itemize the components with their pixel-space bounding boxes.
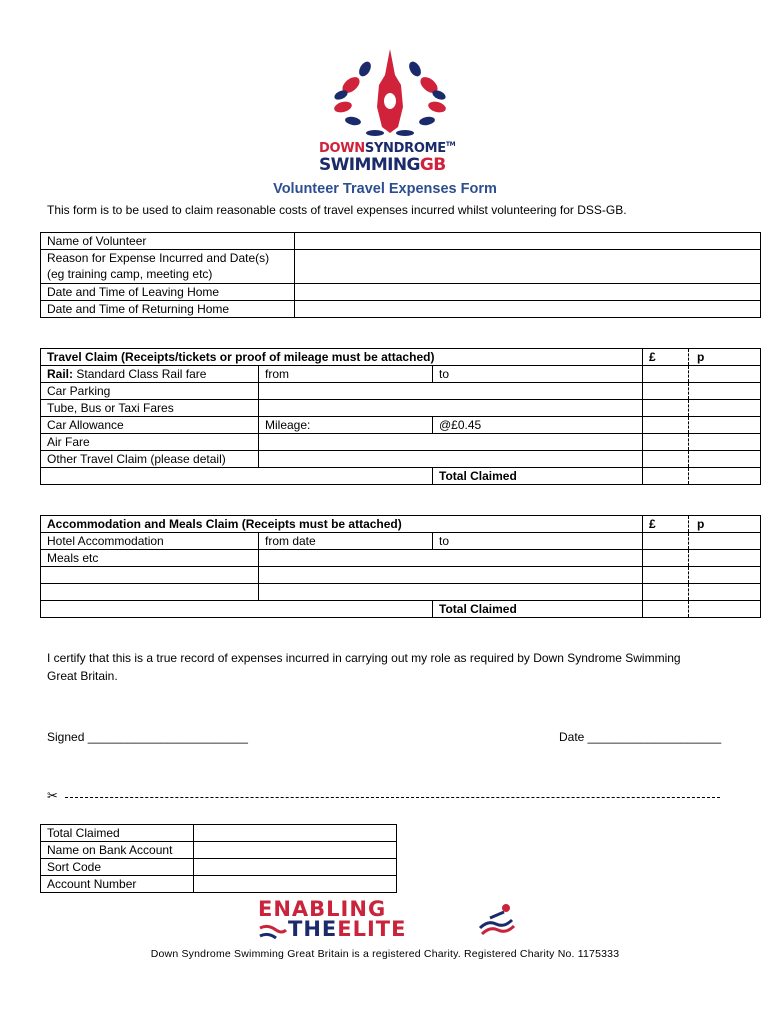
car-allowance-pence[interactable] <box>689 417 761 434</box>
volunteer-name-label: Name of Volunteer <box>41 233 295 250</box>
air-fare-label: Air Fare <box>41 434 259 451</box>
table-row <box>41 468 761 485</box>
pence-header: p <box>689 516 761 533</box>
pound-header: £ <box>643 349 689 366</box>
volunteer-name-field[interactable] <box>295 233 761 250</box>
accommodation-header: Accommodation and Meals Claim (Receipts must be attached) <box>41 516 643 533</box>
table-row <box>41 349 761 366</box>
car-parking-pence[interactable] <box>689 383 761 400</box>
table-row <box>41 417 761 434</box>
table-row <box>41 876 397 893</box>
sort-code-label: Sort Code <box>41 859 194 876</box>
table-row <box>41 250 761 284</box>
other-travel-label: Other Travel Claim (please detail) <box>41 451 259 468</box>
accommodation-total-label: Total Claimed <box>433 601 643 618</box>
date-line[interactable]: Date ____________________ <box>559 730 722 744</box>
cut-line <box>47 790 720 804</box>
table-row <box>41 366 761 383</box>
car-parking-label: Car Parking <box>41 383 259 400</box>
bank-details-table <box>40 824 397 893</box>
table-row <box>41 859 397 876</box>
account-number-field[interactable] <box>194 876 397 893</box>
swimmer-emblem-icon <box>315 45 465 141</box>
tube-label: Tube, Bus or Taxi Fares <box>41 400 259 417</box>
accommodation-total-pence[interactable] <box>689 601 761 618</box>
leaving-field[interactable] <box>295 284 761 301</box>
air-fare-pounds[interactable] <box>643 434 689 451</box>
enabling-the-elite-logo <box>258 898 518 946</box>
returning-field[interactable] <box>295 301 761 318</box>
other-travel-field[interactable] <box>259 451 643 468</box>
travel-total-pence[interactable] <box>689 468 761 485</box>
hotel-label: Hotel Accommodation <box>41 533 259 550</box>
table-row <box>41 400 761 417</box>
table-row <box>41 301 761 318</box>
mileage-rate: @£0.45 <box>433 417 643 434</box>
table-row <box>41 842 397 859</box>
travel-header: Travel Claim (Receipts/tickets or proof of mileage must be attached) <box>41 349 643 366</box>
blank-item-pounds[interactable] <box>643 584 689 601</box>
the-elite-text: THEELITE <box>288 917 407 941</box>
wave-icon <box>258 922 288 942</box>
blank-item-pence[interactable] <box>689 567 761 584</box>
meals-label: Meals etc <box>41 550 259 567</box>
account-name-label: Name on Bank Account <box>41 842 194 859</box>
sort-code-field[interactable] <box>194 859 397 876</box>
signature-line[interactable]: Signed ________________________ <box>47 730 248 744</box>
blank-item-label[interactable] <box>41 584 259 601</box>
pound-header: £ <box>643 516 689 533</box>
logo-text-line2: SWIMMINGGB <box>319 155 446 175</box>
dashed-divider <box>65 797 720 798</box>
table-row <box>41 567 761 584</box>
table-row <box>41 233 761 250</box>
table-row <box>41 601 761 618</box>
table-row <box>41 434 761 451</box>
table-row <box>41 284 761 301</box>
hotel-pounds[interactable] <box>643 533 689 550</box>
table-row <box>41 451 761 468</box>
blank-item-pounds[interactable] <box>643 567 689 584</box>
mileage-field[interactable]: Mileage: <box>259 417 433 434</box>
account-number-label: Account Number <box>41 876 194 893</box>
form-title: Volunteer Travel Expenses Form <box>273 181 497 197</box>
tube-pounds[interactable] <box>643 400 689 417</box>
car-parking-pounds[interactable] <box>643 383 689 400</box>
travel-total-pounds[interactable] <box>643 468 689 485</box>
certification-statement: I certify that this is a true record of expenses incurred in carrying out my role as required by Down Syndrome Swimming Great Britain. <box>47 651 681 683</box>
hotel-from-field[interactable]: from date <box>259 533 433 550</box>
meals-pence[interactable] <box>689 550 761 567</box>
table-row <box>41 550 761 567</box>
tube-pence[interactable] <box>689 400 761 417</box>
tube-field[interactable] <box>259 400 643 417</box>
pence-header: p <box>689 349 761 366</box>
meals-field[interactable] <box>259 550 643 567</box>
rail-pounds[interactable] <box>643 366 689 383</box>
intro-text: This form is to be used to claim reasonable costs of travel expenses incurred whilst volunteering for DSS-GB. <box>47 203 627 217</box>
meals-pounds[interactable] <box>643 550 689 567</box>
logo-text-line1: DOWNSYNDROME™ <box>319 141 456 156</box>
rail-to-field[interactable]: to <box>433 366 643 383</box>
accommodation-total-spacer <box>41 601 433 618</box>
car-parking-field[interactable] <box>259 383 643 400</box>
returning-label: Date and Time of Returning Home <box>41 301 295 318</box>
swimmer-icon <box>476 900 516 940</box>
table-row <box>41 825 397 842</box>
travel-total-spacer <box>41 468 433 485</box>
account-name-field[interactable] <box>194 842 397 859</box>
leaving-label: Date and Time of Leaving Home <box>41 284 295 301</box>
enabling-text: ENABLING <box>258 897 387 921</box>
blank-item-label[interactable] <box>41 567 259 584</box>
other-travel-pounds[interactable] <box>643 451 689 468</box>
air-fare-field[interactable] <box>259 434 643 451</box>
scissors-icon: ✂ <box>47 788 58 803</box>
hotel-to-field[interactable]: to <box>433 533 643 550</box>
table-row <box>41 383 761 400</box>
travel-claim-table <box>40 348 761 485</box>
reason-field[interactable] <box>295 250 761 284</box>
blank-item-field[interactable] <box>259 567 643 584</box>
volunteer-details-table <box>40 232 761 318</box>
rail-pence[interactable] <box>689 366 761 383</box>
accommodation-total-pounds[interactable] <box>643 601 689 618</box>
hotel-pence[interactable] <box>689 533 761 550</box>
table-row <box>41 516 761 533</box>
rail-from-field[interactable]: from <box>259 366 433 383</box>
reason-label: Reason for Expense Incurred and Date(s) (eg training camp, meeting etc) <box>41 250 295 284</box>
table-row <box>41 584 761 601</box>
air-fare-pence[interactable] <box>689 434 761 451</box>
blank-item-field[interactable] <box>259 584 643 601</box>
table-row <box>41 533 761 550</box>
dssgb-logo <box>315 45 465 180</box>
travel-total-label: Total Claimed <box>433 468 643 485</box>
bank-total-label: Total Claimed <box>41 825 194 842</box>
blank-item-pence[interactable] <box>689 584 761 601</box>
bank-total-field[interactable] <box>194 825 397 842</box>
car-allowance-pounds[interactable] <box>643 417 689 434</box>
other-travel-pence[interactable] <box>689 451 761 468</box>
accommodation-claim-table <box>40 515 761 618</box>
rail-label: Rail: Standard Class Rail fare <box>41 366 259 383</box>
charity-footer: Down Syndrome Swimming Great Britain is a registered Charity. Registered Charity No. 1175333 <box>150 948 620 960</box>
car-allowance-label: Car Allowance <box>41 417 259 434</box>
